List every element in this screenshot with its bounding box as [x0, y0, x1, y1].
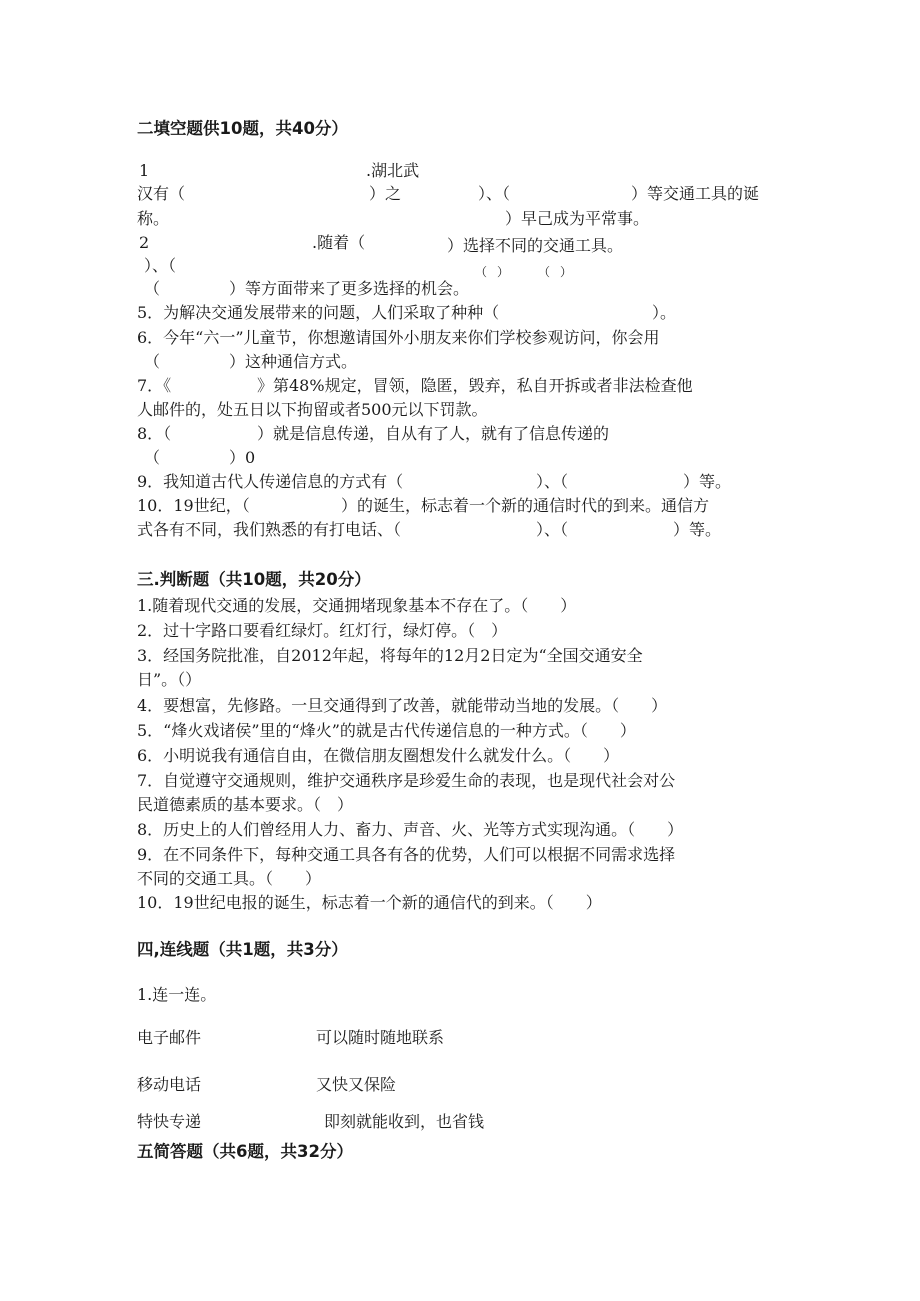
q8-text: （	[144, 448, 161, 467]
q3-blank: （）	[538, 265, 583, 279]
matching-left-item: 移动电话	[137, 1075, 202, 1094]
q1-text: ）等交通工具的诞	[631, 184, 760, 203]
q10-text: ）的诞生，标志着一个新的通信时代的到来。通信方	[341, 496, 710, 515]
q2-text: ）选择不同的交通工具。	[447, 236, 624, 255]
q1-text: 汉有（	[137, 184, 186, 203]
judge-item: 不同的交通工具。（ ）	[137, 869, 322, 888]
q8-text: 8．（	[137, 424, 172, 443]
q5-text: 5．为解决交通发展带来的问题，人们采取了种种（	[137, 303, 500, 322]
section-2-heading: 二填空题供10题，共40分）	[137, 119, 348, 138]
q2-text: .随着（	[312, 233, 366, 252]
q1-text: 称。	[137, 209, 170, 228]
q7-text: 人邮件的，处五日以下拘留或者500元以下罚款。	[137, 400, 488, 419]
q6-text: （	[144, 352, 161, 371]
judge-item: 民道德素质的基本要求。（ ）	[137, 795, 354, 814]
q4-text: （	[144, 279, 161, 298]
q9-text: 9．我知道古代人传递信息的方式有（	[137, 472, 404, 491]
judge-item: 日”。（）	[137, 670, 202, 689]
q5-text: ）。	[652, 303, 677, 322]
q3-text: ）、（	[144, 256, 177, 275]
judge-item: 6．小明说我有通信自由，在微信朋友圈想发什么就发什么。（ ）	[137, 746, 620, 765]
q7-text: 7．《	[137, 376, 172, 395]
q10-text: 10．19世纪，（	[137, 496, 250, 515]
judge-item: 5．“烽火戏诸侯”里的“烽火”的就是古代传递信息的一种方式。（ ）	[137, 721, 636, 740]
matching-right-item: 又快又保险	[316, 1075, 397, 1094]
judge-item: 4．要想富，先修路。一旦交通得到了改善，就能带动当地的发展。（ ）	[137, 696, 668, 715]
q6-text: 6．今年“六一”儿童节，你想邀请国外小朋友来你们学校参观访问，你会用	[137, 328, 660, 347]
judge-item: 1.随着现代交通的发展，交通拥堵现象基本不存在了。（ ）	[137, 596, 577, 615]
q6-text: ）这种通信方式。	[229, 352, 358, 371]
q10-text: ）、（	[536, 520, 569, 539]
matching-left-item: 电子邮件	[137, 1028, 202, 1047]
judge-item: 3．经国务院批准，自2012年起，将每年的12月2日定为“全国交通安全	[137, 646, 643, 665]
q3-blank: （）	[475, 265, 520, 279]
judge-item: 2．过十字路口要看红绿灯。红灯行，绿灯停。（ ）	[137, 621, 508, 640]
q1-text: ）、（	[478, 184, 511, 203]
q8-text: ）0	[229, 448, 256, 467]
q1-text: ）早己成为平常事。	[505, 209, 650, 228]
q9-text: ）、（	[536, 472, 569, 491]
section-5-heading: 五简答题（共6题，共32分）	[137, 1142, 353, 1161]
q1-number: 1	[139, 161, 150, 180]
q4-text: ）等方面带来了更多选择的机会。	[229, 279, 470, 298]
q9-text: ）等。	[683, 472, 732, 491]
q10-text: ）等。	[673, 520, 722, 539]
q2-number: 2	[139, 233, 150, 252]
q7-text: 》第48%规定，冒领，隐匿，毁弃，私自开拆或者非法检查他	[257, 376, 693, 395]
q1-text: ）之	[369, 184, 402, 203]
section-3-heading: 三.判断题（共10题，共20分）	[137, 570, 371, 589]
judge-item: 8．历史上的人们曾经用人力、畜力、声音、火、光等方式实现沟通。（ ）	[137, 820, 684, 839]
q1-text: .湖北武	[366, 161, 420, 180]
matching-left-item: 特快专递	[137, 1112, 202, 1131]
matching-right-item: 即刻就能收到，也省钱	[324, 1112, 485, 1131]
q8-text: ）就是信息传递，自从有了人，就有了信息传递的	[257, 424, 610, 443]
judge-item: 9．在不同条件下，每种交通工具各有各的优势，人们可以根据不同需求选择	[137, 845, 676, 864]
matching-question: 1.连一连。	[137, 985, 217, 1004]
judge-item: 7．自觉遵守交通规则，维护交通秩序是珍爱生命的表现，也是现代社会对公	[137, 771, 676, 790]
section-4-heading: 四,连线题（共1题，共3分）	[137, 940, 348, 959]
judge-item: 10．19世纪电报的诞生，标志着一个新的通信代的到来。（ ）	[137, 893, 602, 912]
matching-right-item: 可以随时随地联系	[316, 1028, 445, 1047]
q10-text: 式各有不同，我们熟悉的有打电话、（	[137, 520, 402, 539]
